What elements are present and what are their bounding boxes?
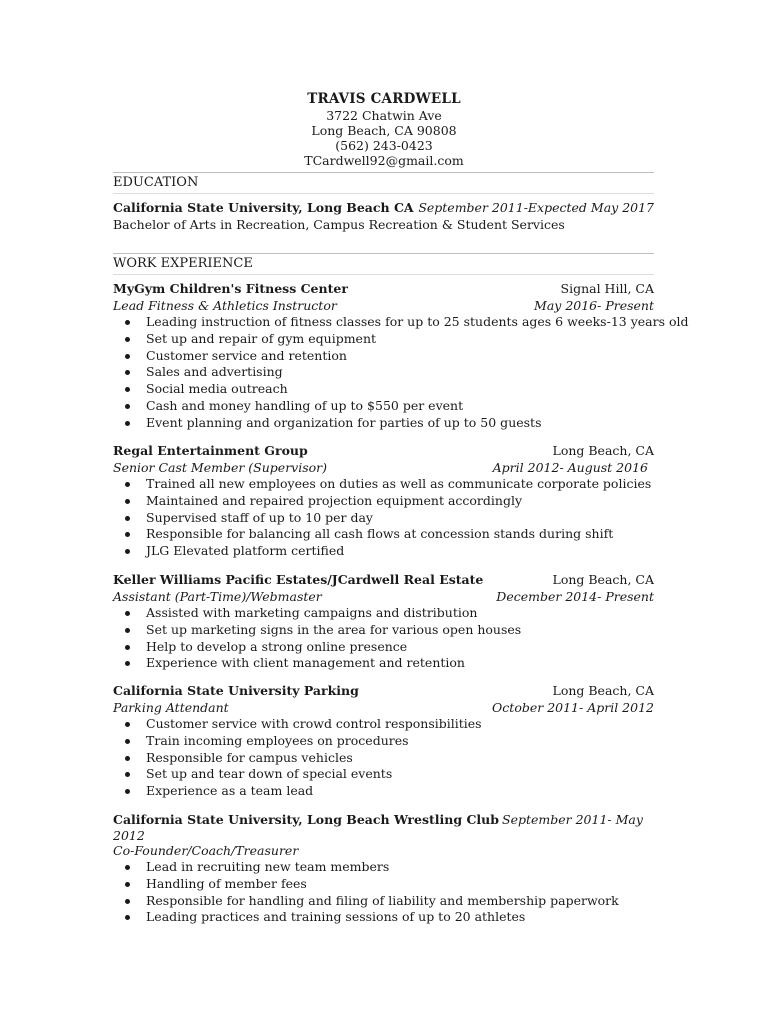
job-duty: Leading practices and training sessions of up to 20 athletes [113, 909, 654, 926]
job-duty: Lead in recruiting new team members [113, 859, 654, 876]
email-address: TCardwell92@gmail.com [304, 153, 464, 168]
resume-header [0, 91, 768, 168]
employer-name: Keller Williams Pacific Estates/JCardwell Real Estate [113, 572, 484, 587]
job-duty: Responsible for balancing all cash flows at concession stands during shift [113, 526, 654, 543]
job-location: Long Beach, CA [552, 443, 654, 458]
job-duty: Supervised staff of up to 10 per day [113, 510, 654, 527]
job-duty: Maintained and repaired projection equipment accordingly [113, 493, 654, 510]
job-duties-list [113, 605, 654, 672]
job-duty: Handling of member fees [113, 876, 654, 893]
education-heading: EDUCATION [113, 172, 654, 194]
job-duty: Experience with client management and retention [113, 655, 654, 672]
job-entry [113, 281, 689, 432]
job-duty: Responsible for campus vehicles [113, 750, 654, 767]
employer-name: MyGym Children's Fitness Center [113, 281, 348, 296]
job-dates: April 2012- August 2016 [492, 459, 648, 475]
employer-name: California State University, Long Beach Wrestling Club [113, 812, 499, 827]
job-duty: Event planning and organization for parties of up to 50 guests [113, 415, 654, 432]
job-duties-list [113, 859, 654, 926]
employer-name: California State University Parking [113, 683, 359, 698]
work-experience-heading: WORK EXPERIENCE [113, 253, 654, 275]
job-entry [113, 812, 654, 926]
job-title: Senior Cast Member (Supervisor) [113, 459, 328, 475]
job-title: Lead Fitness & Athletics Instructor [113, 297, 337, 313]
job-duty: Set up and repair of gym equipment [113, 331, 654, 348]
job-duty: Social media outreach [113, 381, 654, 398]
education-dates: September 2011-Expected May 2017 [418, 200, 654, 215]
job-dates: October 2011- April 2012 [492, 699, 654, 715]
job-title: Assistant (Part-Time)/Webmaster [113, 588, 322, 604]
job-duty: Sales and advertising [113, 364, 654, 381]
job-duty: Assisted with marketing campaigns and distribution [113, 605, 654, 622]
job-entry [113, 683, 654, 800]
education-entry [113, 200, 654, 233]
job-dates-continued: 2012 [113, 827, 145, 843]
job-duty: Customer service with crowd control responsibilities [113, 716, 654, 733]
job-title: Co-Founder/Coach/Treasurer [113, 842, 299, 858]
job-duty: JLG Elevated platform certified [113, 543, 654, 560]
job-duty: Experience as a team lead [113, 783, 654, 800]
job-title: Parking Attendant [113, 699, 229, 715]
job-duties-list [113, 476, 654, 560]
phone-number: (562) 243-0423 [335, 138, 433, 153]
job-dates: September 2011- May [502, 812, 643, 827]
job-entry [113, 572, 654, 672]
job-duty: Train incoming employees on procedures [113, 733, 654, 750]
job-duty: Trained all new employees on duties as well as communicate corporate policies [113, 476, 654, 493]
job-location: Signal Hill, CA [560, 281, 654, 296]
job-entry [113, 443, 654, 560]
job-duty: Responsible for handling and filing of liability and membership paperwork [113, 893, 654, 910]
job-location: Long Beach, CA [552, 572, 654, 587]
applicant-name: TRAVIS CARDWELL [307, 91, 461, 107]
street-address: 3722 Chatwin Ave [326, 108, 442, 123]
job-dates: December 2014- Present [496, 588, 654, 604]
employer-name: Regal Entertainment Group [113, 443, 308, 458]
job-duty: Leading instruction of fitness classes for up to 25 students ages 6 weeks-13 years old [113, 314, 654, 331]
job-duty: Set up and tear down of special events [113, 766, 654, 783]
city-state-zip: Long Beach, CA 90808 [311, 123, 457, 138]
school-name: California State University, Long Beach CA [113, 200, 414, 215]
job-duty: Set up marketing signs in the area for various open houses [113, 622, 654, 639]
job-duty: Help to develop a strong online presence [113, 639, 654, 656]
job-duty: Customer service and retention [113, 348, 654, 365]
job-duties-list [113, 314, 689, 432]
job-duties-list [113, 716, 654, 800]
job-location: Long Beach, CA [552, 683, 654, 698]
degree-name: Bachelor of Arts in Recreation, Campus Recreation & Student Services [113, 216, 565, 232]
job-dates: May 2016- Present [534, 297, 654, 313]
job-duty: Cash and money handling of up to $550 per event [113, 398, 654, 415]
